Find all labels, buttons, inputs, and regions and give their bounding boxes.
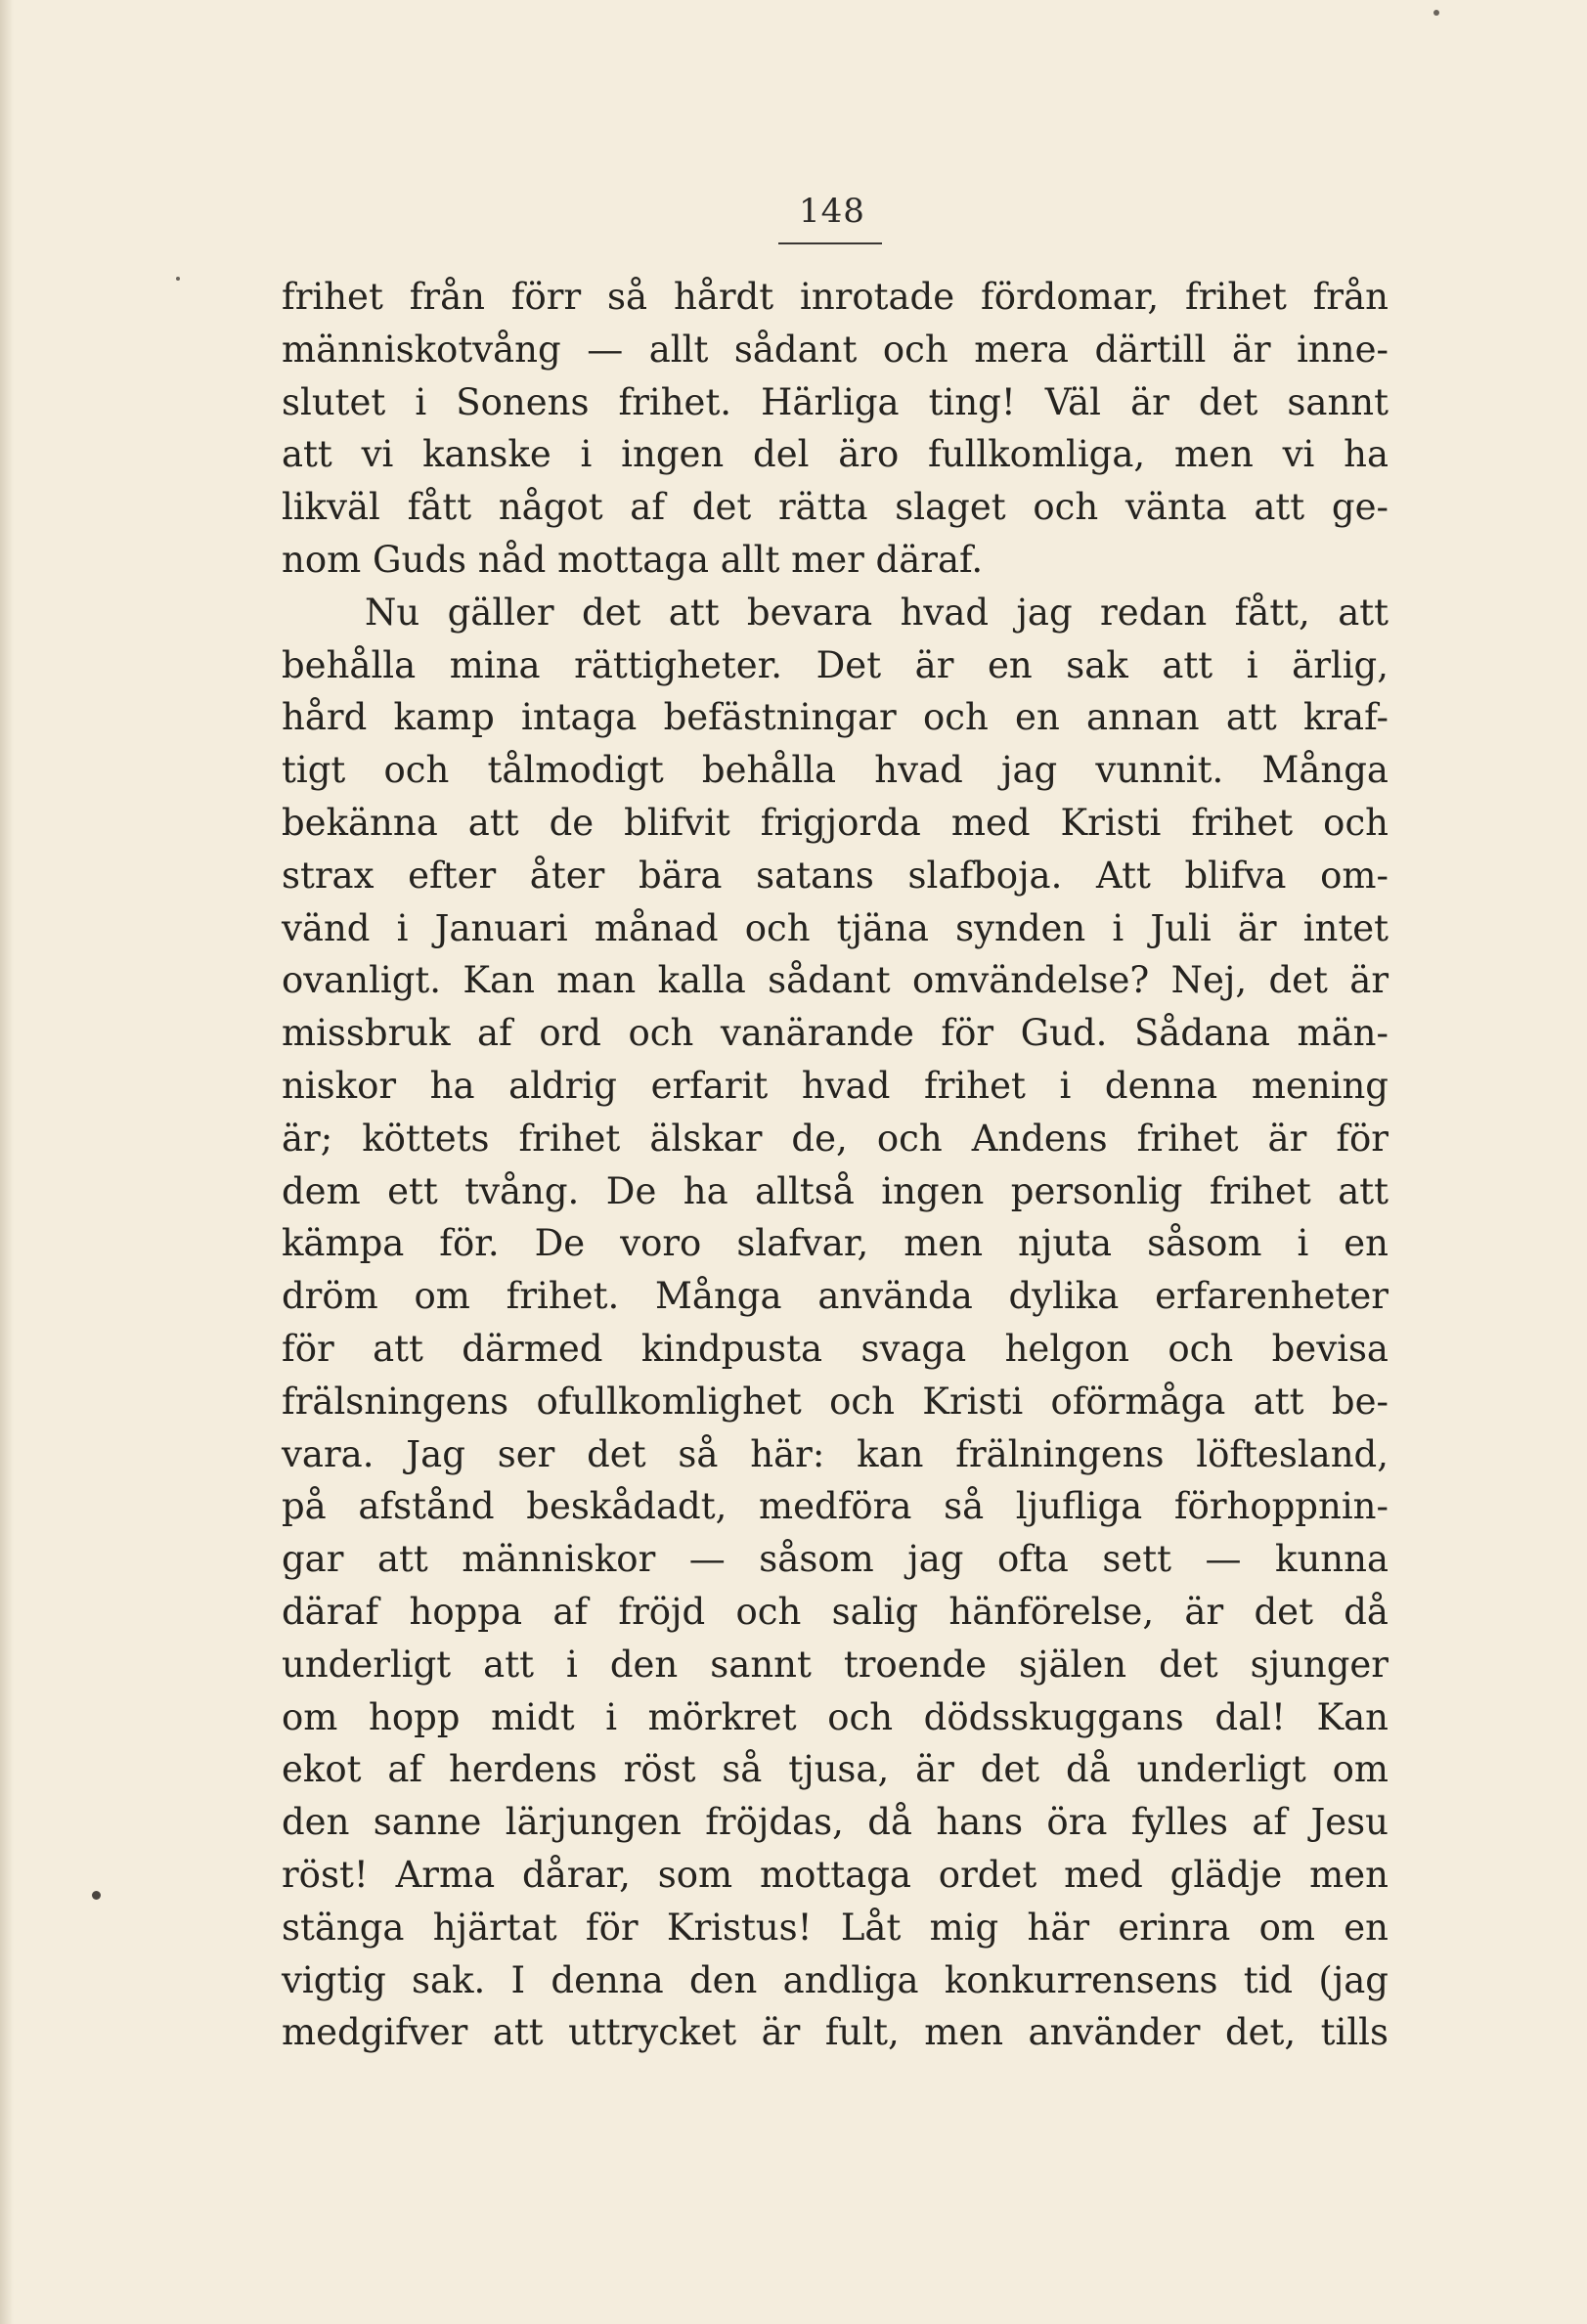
text-line: slutet i Sonens frihet. Härliga ting! Väl är det sannt: [282, 380, 1389, 423]
text-line: stänga hjärtat för Kristus! Låt mig här erinra om en: [282, 1906, 1389, 1949]
text-line: likväl fått något af det rätta slaget och vänta att ge-: [282, 486, 1389, 529]
text-line: tigt och tålmodigt behålla hvad jag vunnit. Många: [282, 749, 1389, 792]
text-line: den sanne lärjungen fröjdas, då hans öra fylles af Jesu: [282, 1801, 1389, 1844]
text-line: missbruk af ord och vanärande för Gud. Sådana män-: [282, 1012, 1389, 1055]
text-line: vara. Jag ser det så här: kan frälningens löftesland,: [282, 1432, 1389, 1475]
text-line: bekänna att de blifvit frigjorda med Kristi frihet och: [282, 801, 1389, 844]
text-line: ovanligt. Kan man kalla sådant omvändelse? Nej, det är: [282, 959, 1389, 1002]
text-line: medgifver att uttrycket är fult, men använder det, tills: [282, 2011, 1389, 2054]
text-line: hård kamp intaga befästningar och en annan att kraf-: [282, 696, 1389, 739]
page-number: 148: [799, 192, 865, 231]
text-line: dem ett tvång. De ha alltså ingen personlig frihet att: [282, 1169, 1389, 1212]
text-line: ekot af herdens röst så tjusa, är det då underligt om: [282, 1748, 1389, 1791]
text-line: vigtig sak. I denna den andliga konkurrensens tid (jag: [282, 1958, 1389, 2001]
page-number-underline: [778, 242, 882, 244]
text-line: frälsningens ofullkomlighet och Kristi oförmåga att be-: [282, 1380, 1389, 1423]
text-line-paragraph-start: Nu gäller det att bevara hvad jag redan fått, att: [365, 591, 1389, 634]
text-line: nom Guds nåd mottaga allt mer däraf.: [282, 538, 984, 581]
text-line: strax efter åter bära satans slafboja. Att blifva om-: [282, 854, 1389, 897]
text-line: är; köttets frihet älskar de, och Andens frihet är för: [282, 1117, 1389, 1160]
ink-speck: [92, 1891, 101, 1900]
text-line: vänd i Januari månad och tjäna synden i Juli är intet: [282, 906, 1389, 949]
page-edge-shadow: [0, 0, 14, 2324]
text-line: kämpa för. De voro slafvar, men njuta såsom i en: [282, 1222, 1389, 1265]
text-line: behålla mina rättigheter. Det är en sak att i ärlig,: [282, 643, 1389, 686]
text-line: gar att människor — såsom jag ofta sett — kunna: [282, 1538, 1389, 1581]
text-line: röst! Arma dårar, som mottaga ordet med glädje men: [282, 1853, 1389, 1896]
ink-speck: [176, 277, 180, 281]
text-line: dröm om frihet. Många använda dylika erfarenheter: [282, 1275, 1389, 1318]
text-line: för att därmed kindpusta svaga helgon och bevisa: [282, 1327, 1389, 1370]
text-line: niskor ha aldrig erfarit hvad frihet i denna mening: [282, 1064, 1389, 1107]
ink-speck: [1433, 10, 1439, 16]
text-line: frihet från förr så hårdt inrotade fördomar, frihet från: [282, 276, 1389, 318]
text-line: om hopp midt i mörkret och dödsskuggans dal! Kan: [282, 1695, 1389, 1738]
text-line: på afstånd beskådadt, medföra så ljufliga förhoppnin-: [282, 1485, 1389, 1528]
text-line: däraf hoppa af fröjd och salig hänförelse, är det då: [282, 1590, 1389, 1633]
text-line: att vi kanske i ingen del äro fullkomliga, men vi ha: [282, 433, 1389, 476]
text-line: underligt att i den sannt troende själen det sjunger: [282, 1643, 1389, 1686]
body-text: [282, 271, 1389, 2059]
text-line: människotvång — allt sådant och mera därtill är inne-: [282, 328, 1389, 371]
